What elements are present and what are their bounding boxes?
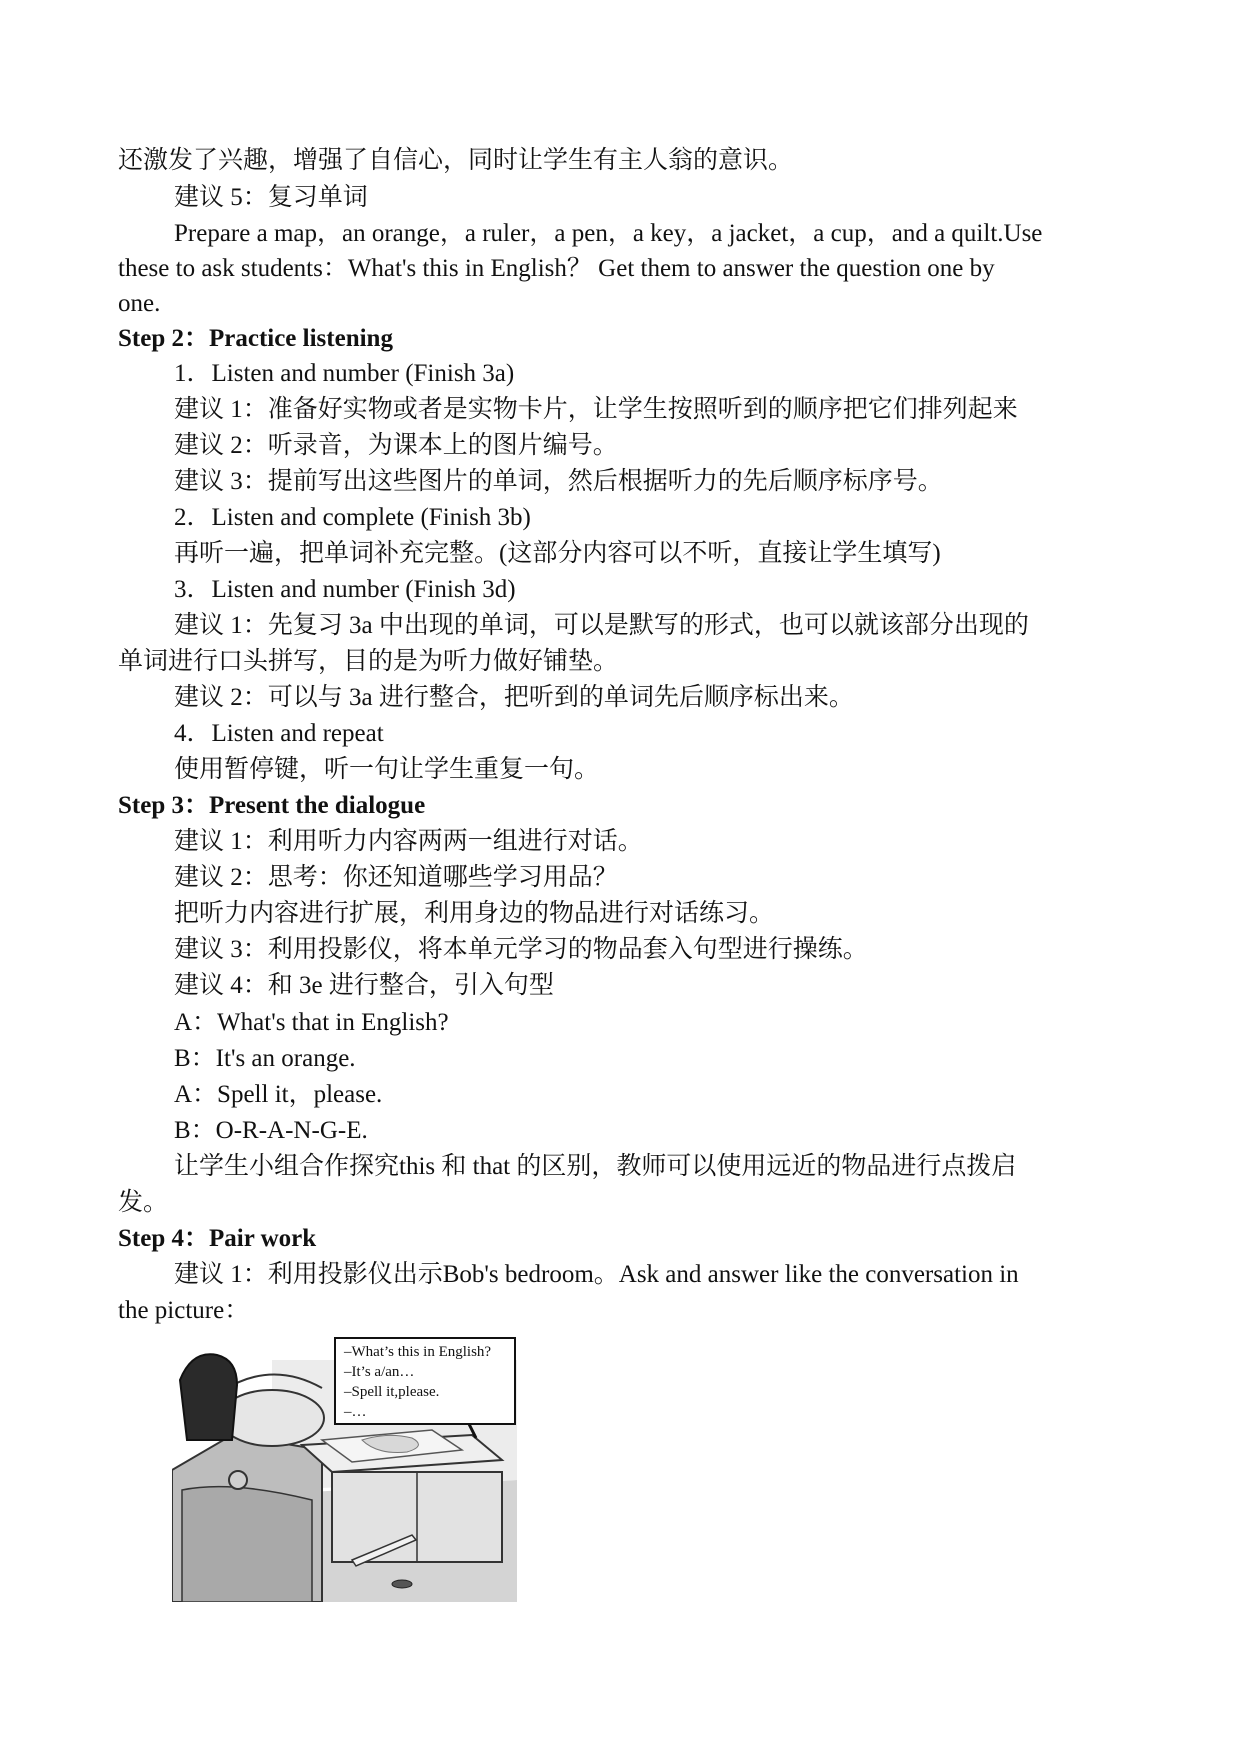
text-line: 建议 1：准备好实物或者是实物卡片，让学生按照听到的顺序把它们排列起来 xyxy=(174,396,1018,423)
speech-bubble xyxy=(334,1337,516,1425)
step-heading: Step 2：Practice listening xyxy=(118,325,393,352)
text-line: 4．Listen and repeat xyxy=(174,720,384,747)
step-heading: Step 4：Pair work xyxy=(118,1225,317,1252)
text-line: 把听力内容进行扩展，利用身边的物品进行对话练习。 xyxy=(174,900,775,927)
text-line: 3．Listen and number (Finish 3d) xyxy=(174,576,516,603)
text-line: 建议 2：思考：你还知道哪些学习用品？ xyxy=(174,864,618,891)
text-line: 建议 1：先复习 3a 中出现的单词，可以是默写的形式，也可以就该部分出现的 xyxy=(174,612,1029,639)
text-line: 2．Listen and complete (Finish 3b) xyxy=(174,504,531,531)
text-line: 建议 4：和 3e 进行整合，引入句型 xyxy=(174,972,554,999)
text-line: 建议 2：听录音，为课本上的图片编号。 xyxy=(174,432,618,459)
text-line: 建议 3：提前写出这些图片的单词，然后根据听力的先后顺序标序号。 xyxy=(174,468,943,495)
text-line: the picture： xyxy=(118,1297,250,1324)
text-line: 建议 2：可以与 3a 进行整合，把听到的单词先后顺序标出来。 xyxy=(174,684,854,711)
text-line: 让学生小组合作探究this 和 that 的区别，教师可以使用远近的物品进行点拨启 xyxy=(174,1153,1017,1180)
bubble-line: –What’s this in English? xyxy=(344,1344,492,1360)
text-line: A：What's that in English? xyxy=(174,1009,449,1036)
text-line: 单词进行口头拼写，目的是为听力做好铺垫。 xyxy=(118,648,619,675)
text-line: B：O-R-A-N-G-E. xyxy=(174,1117,368,1144)
text-line: 再听一遍，把单词补充完整。(这部分内容可以不听，直接让学生填写) xyxy=(174,540,941,567)
text-line: 建议 3：利用投影仪，将本单元学习的物品套入句型进行操练。 xyxy=(174,936,868,963)
text-line: 建议 5：复习单词 xyxy=(174,184,368,211)
text-line: 发。 xyxy=(118,1189,169,1216)
text-line: one. xyxy=(118,290,161,317)
text-line: these to ask students：What's this in English？ Get them to answer the question one by xyxy=(118,255,995,282)
text-line: A：Spell it，please. xyxy=(174,1081,383,1108)
text-line: 1．Listen and number (Finish 3a) xyxy=(174,360,515,387)
bubble-line: –It’s a/an… xyxy=(344,1364,415,1380)
text-line: 使用暂停键，听一句让学生重复一句。 xyxy=(174,756,600,783)
text-line: Prepare a map，an orange，a ruler，a pen，a key，a jacket，a cup，and a quilt.Use xyxy=(174,220,1043,247)
text-line: 建议 1：利用听力内容两两一组进行对话。 xyxy=(174,828,643,855)
text-line: B：It's an orange. xyxy=(174,1045,356,1072)
bubble-line: –Spell it,please. xyxy=(344,1384,440,1400)
text-line: 还激发了兴趣，增强了自信心，同时让学生有主人翁的意识。 xyxy=(118,147,794,174)
text-line: 建议 1：利用投影仪出示Bob's bedroom。Ask and answer like the conversation in xyxy=(174,1261,1019,1288)
bubble-line: –… xyxy=(344,1404,367,1420)
step-heading: Step 3：Present the dialogue xyxy=(118,792,426,819)
